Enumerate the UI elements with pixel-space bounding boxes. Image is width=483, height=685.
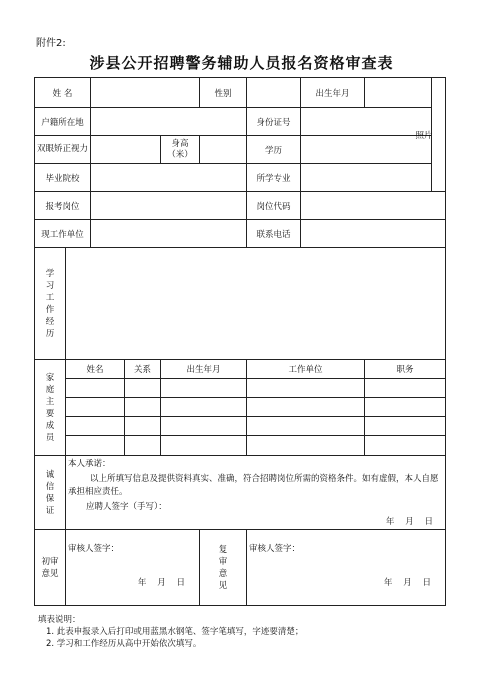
name-label: 姓 名 bbox=[35, 78, 91, 108]
family-cell[interactable] bbox=[125, 436, 161, 456]
birth-label: 出生年月 bbox=[301, 78, 365, 108]
current-work-label: 现工作单位 bbox=[35, 220, 91, 248]
school-field[interactable] bbox=[91, 164, 247, 192]
family-cell[interactable] bbox=[125, 398, 161, 417]
row-hukou bbox=[35, 108, 446, 136]
promise-signature: 应聘人签字（手写）： bbox=[86, 502, 167, 512]
family-cell[interactable] bbox=[247, 417, 365, 436]
family-cell[interactable] bbox=[247, 398, 365, 417]
row-school bbox=[35, 164, 446, 192]
school-label: 毕业院校 bbox=[35, 164, 91, 192]
hukou-field[interactable] bbox=[91, 108, 247, 136]
height-label: 身高（米） bbox=[161, 136, 200, 164]
vision-label: 双眼矫正视力 bbox=[35, 136, 91, 164]
family-row bbox=[35, 417, 446, 436]
family-cell[interactable] bbox=[161, 398, 247, 417]
phone-field[interactable] bbox=[301, 220, 446, 248]
id-label: 身份证号 bbox=[247, 108, 301, 136]
row-review bbox=[35, 530, 446, 606]
promise-line1: 本人承诺： bbox=[68, 459, 111, 469]
promise-date: 年 月 日 bbox=[385, 517, 434, 527]
study-work-field[interactable] bbox=[66, 248, 446, 360]
promise-label bbox=[35, 456, 66, 530]
initial-review-label bbox=[35, 530, 66, 606]
family-cell[interactable] bbox=[161, 436, 247, 456]
family-cell[interactable] bbox=[66, 398, 125, 417]
major-label: 所学专业 bbox=[247, 164, 301, 192]
gender-field[interactable] bbox=[247, 78, 301, 108]
initial-review-box[interactable] bbox=[66, 530, 200, 606]
family-col-birth: 出生年月 bbox=[161, 360, 247, 379]
family-cell[interactable] bbox=[161, 379, 247, 398]
family-cell[interactable] bbox=[365, 417, 446, 436]
family-col-work: 工作单位 bbox=[247, 360, 365, 379]
family-cell[interactable] bbox=[125, 379, 161, 398]
height-field[interactable] bbox=[200, 136, 247, 164]
major-field[interactable] bbox=[301, 164, 432, 192]
family-col-name: 姓名 bbox=[66, 360, 125, 379]
name-field[interactable] bbox=[91, 78, 200, 108]
notes-item-1: 1. 此表申报录入后打印或用蓝黑水钢笔、签字笔填写，字迹要清楚； bbox=[46, 627, 304, 637]
family-col-title: 职务 bbox=[365, 360, 446, 379]
row-post bbox=[35, 192, 446, 220]
family-cell[interactable] bbox=[247, 379, 365, 398]
vision-field[interactable] bbox=[91, 136, 161, 164]
education-label: 学历 bbox=[247, 136, 301, 164]
family-row bbox=[35, 436, 446, 456]
initial-review-text: 初审意见 bbox=[41, 556, 59, 579]
recheck-box[interactable] bbox=[247, 530, 446, 606]
family-header-row bbox=[35, 360, 446, 379]
recheck-date: 年 月 日 bbox=[383, 578, 432, 588]
gender-label: 性别 bbox=[200, 78, 247, 108]
study-work-label bbox=[35, 248, 66, 360]
birth-field[interactable] bbox=[365, 78, 432, 108]
phone-label: 联系电话 bbox=[247, 220, 301, 248]
photo-label: 照片 bbox=[415, 130, 433, 141]
family-text: 家庭主要成员 bbox=[45, 372, 55, 443]
post-code-field[interactable] bbox=[301, 192, 446, 220]
apply-post-field[interactable] bbox=[91, 192, 247, 220]
row-vision bbox=[35, 136, 446, 164]
row-current-work bbox=[35, 220, 446, 248]
family-cell[interactable] bbox=[125, 417, 161, 436]
row-study-work bbox=[35, 248, 446, 360]
family-cell[interactable] bbox=[365, 436, 446, 456]
study-work-text: 学习工作经历 bbox=[45, 268, 55, 339]
promise-line2: 以上所填写信息及提供资料真实、准确，符合招聘岗位所需的资格条件。如有虚假，本人自愿承担相应责任。 bbox=[68, 474, 439, 497]
row-promise bbox=[35, 456, 446, 530]
education-field[interactable] bbox=[301, 136, 432, 164]
initial-reviewer: 审核人签字： bbox=[68, 544, 120, 554]
photo-box bbox=[415, 78, 446, 192]
recheck-reviewer: 审核人签字： bbox=[249, 544, 301, 554]
notes-item-2: 2. 学习和工作经历从高中开始依次填写。 bbox=[46, 639, 202, 649]
family-cell[interactable] bbox=[161, 417, 247, 436]
qualification-form bbox=[34, 77, 446, 606]
family-cell[interactable] bbox=[365, 379, 446, 398]
family-row bbox=[35, 379, 446, 398]
current-work-field[interactable] bbox=[91, 220, 247, 248]
post-code-label: 岗位代码 bbox=[247, 192, 301, 220]
family-col-relation: 关系 bbox=[125, 360, 161, 379]
family-cell[interactable] bbox=[66, 379, 125, 398]
family-cell[interactable] bbox=[66, 436, 125, 456]
recheck-label bbox=[200, 530, 247, 606]
fill-instructions bbox=[38, 614, 303, 650]
promise-text: 诚信保证 bbox=[45, 469, 55, 516]
hukou-label: 户籍所在地 bbox=[35, 108, 91, 136]
id-field[interactable] bbox=[301, 108, 432, 136]
family-cell[interactable] bbox=[66, 417, 125, 436]
family-row bbox=[35, 398, 446, 417]
form-title: 涉县公开招聘警务辅助人员报名资格审查表 bbox=[89, 54, 394, 72]
family-label bbox=[35, 360, 66, 456]
promise-box bbox=[66, 456, 446, 530]
apply-post-label: 报考岗位 bbox=[35, 192, 91, 220]
family-cell[interactable] bbox=[247, 436, 365, 456]
family-cell[interactable] bbox=[365, 398, 446, 417]
row-name bbox=[35, 78, 446, 108]
initial-review-date: 年 月 日 bbox=[137, 578, 186, 588]
attachment-label: 附件2: bbox=[36, 38, 66, 49]
recheck-text: 复审意见 bbox=[218, 544, 228, 591]
notes-heading: 填表说明： bbox=[38, 615, 81, 625]
